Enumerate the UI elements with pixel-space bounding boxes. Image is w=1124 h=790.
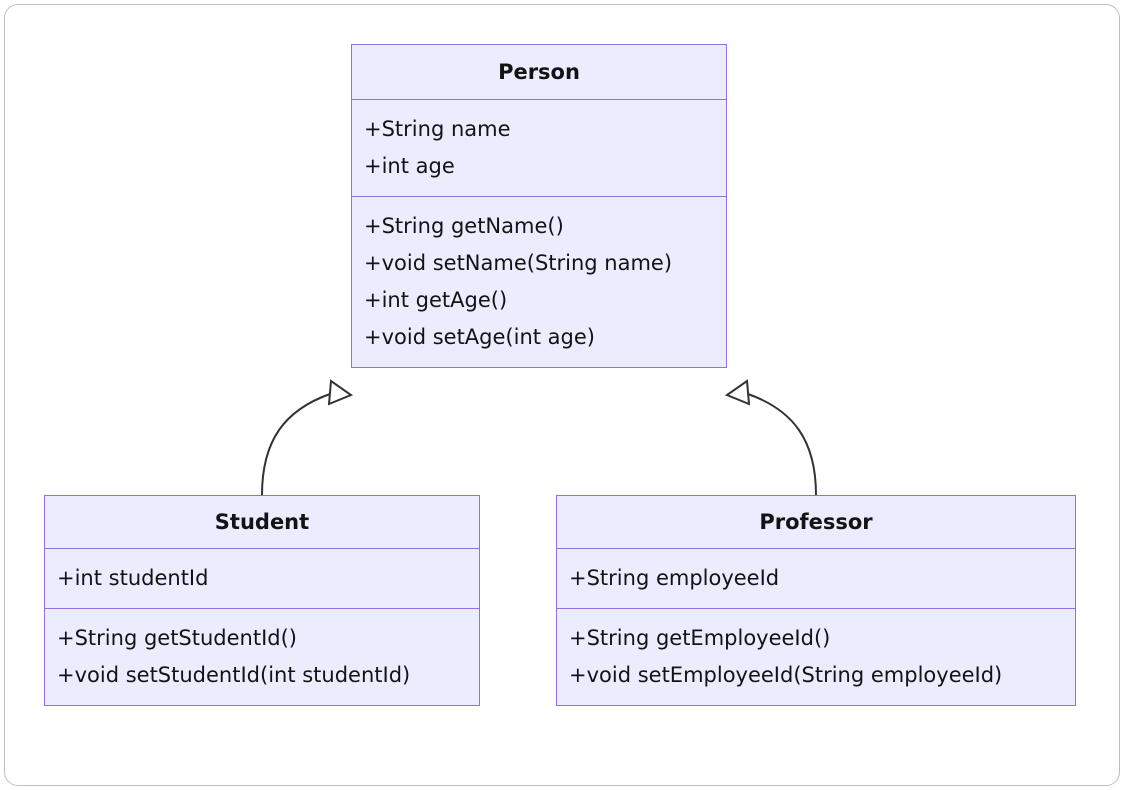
method: +int getAge() — [364, 288, 508, 312]
method: +String getStudentId() — [57, 626, 298, 650]
class-name-professor: Professor — [557, 496, 1075, 549]
inheritance-arrowhead-professor — [727, 381, 749, 404]
method: +void setStudentId(int studentId) — [57, 663, 411, 687]
inheritance-arrowhead-student — [329, 381, 351, 404]
attribute: +String name — [364, 117, 511, 141]
class-name-person: Person — [352, 45, 726, 100]
methods-compartment-professor — [557, 609, 1075, 705]
methods-compartment-person — [352, 197, 726, 367]
attributes-compartment-person — [352, 100, 726, 197]
method: +String getName() — [364, 214, 564, 238]
method: +void setAge(int age) — [364, 325, 595, 349]
edge-professor-to-person — [748, 394, 816, 495]
methods-compartment-student — [45, 609, 479, 705]
method: +void setName(String name) — [364, 251, 673, 275]
class-name-student: Student — [45, 496, 479, 549]
class-box-person[interactable] — [351, 44, 727, 368]
class-box-student[interactable] — [44, 495, 480, 706]
attribute: +int age — [364, 154, 455, 178]
attributes-compartment-student — [45, 549, 479, 609]
method: +String getEmployeeId() — [569, 626, 831, 650]
method: +void setEmployeeId(String employeeId) — [569, 663, 1003, 687]
class-box-professor[interactable] — [556, 495, 1076, 706]
attribute: +String employeeId — [569, 566, 780, 590]
attributes-compartment-professor — [557, 549, 1075, 609]
edge-student-to-person — [262, 394, 330, 495]
attribute: +int studentId — [57, 566, 209, 590]
